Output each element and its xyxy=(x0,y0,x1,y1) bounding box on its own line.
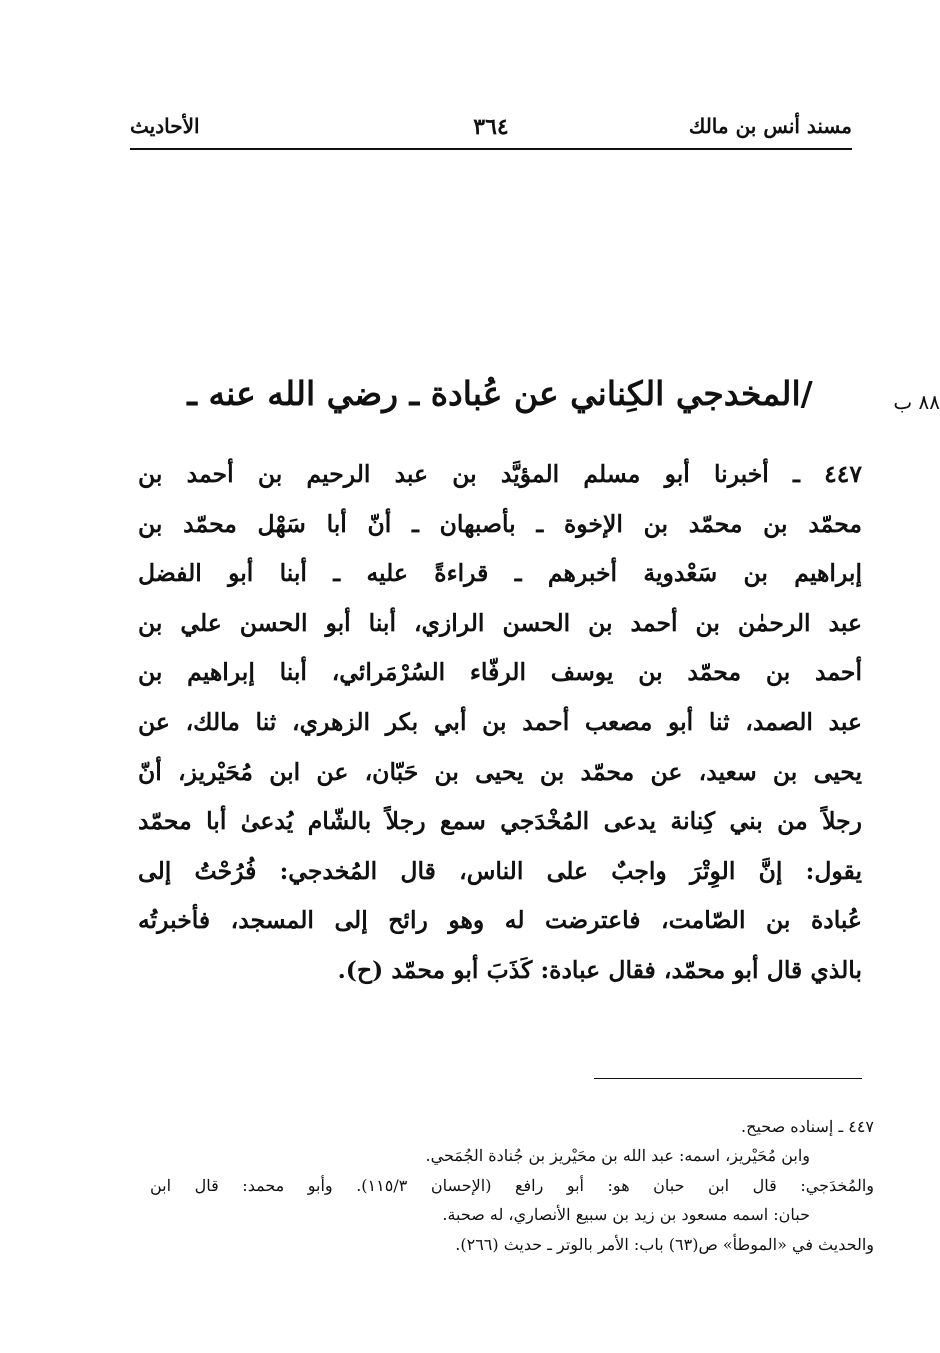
footnote-line: ٤٤٧ ـ إسناده صحيح. xyxy=(741,1117,874,1136)
text-line: أحمد بن محمّد بن يوسف الرفّاء السُرْمَرائي، أبنا إبراهيم بن xyxy=(138,658,862,687)
text-line: عبد الرحمٰن بن أحمد بن الحسن الرازي، أبنا أبو الحسن علي بن xyxy=(138,608,862,637)
footnotes xyxy=(150,1112,874,1259)
text-line: رجلاً من بني كِنانة يدعى المُخْدَجي سمع رجلاً بالشّام يُدعىٰ أبا محمّد xyxy=(138,807,862,836)
text-line: محمّد بن محمّد بن الإخوة ـ بأصبهان ـ أنّ أبا سَهْل محمّد بن xyxy=(138,509,862,538)
book-title: مسند أنس بن مالك xyxy=(688,114,852,138)
footnote-line: حبان: اسمه مسعود بن زيد بن سبيع الأنصاري، له صحبة. xyxy=(442,1205,810,1225)
footnote-line: وابن مُحَيْريز، اسمه: عبد الله بن محَيْريز بن جُنادة الجُمَحي. xyxy=(425,1146,810,1166)
text-line: عُبادة بن الصّامت، فاعترضت له وهو رائح إلى المسجد، فأخبرتُه xyxy=(138,906,862,935)
footnote-line: والمُخدَجي: قال ابن حبان هو: أبو رافع (الإحسان ١١٥/٣). وأبو محمد: قال ابن xyxy=(150,1175,874,1195)
manuscript-folio-note: ٨٨ ب xyxy=(893,390,940,414)
text-line: بالذي قال أبو محمّد، فقال عبادة: كَذَبَ أبو محمّد (ح). xyxy=(337,955,862,984)
text-line: إبراهيم بن سَعْدوية أخبرهم ـ قراءةً عليه ـ أبنا أبو الفضل xyxy=(138,559,862,588)
hadith-text xyxy=(138,450,862,996)
text-line: ٤٤٧ ـ أخبرنا أبو مسلم المؤيَّد بن عبد الرحيم بن أحمد بن xyxy=(138,460,862,488)
text-line: يحيى بن سعيد، عن محمّد بن يحيى بن حَبّان، عن ابن مُحَيْريز، أنّ xyxy=(138,757,862,786)
chapter-heading: /المخدجي الكِناني عن عُبادة ـ رضي الله عنه ـ xyxy=(187,374,813,413)
running-header xyxy=(130,112,852,150)
page-number: ٣٦٤ xyxy=(473,114,509,140)
footnote-line: والحديث في «الموطأ» ص(٦٣) باب: الأمر بالوتر ـ حديث (٢٦٦). xyxy=(455,1234,874,1254)
text-line: يقول: إنَّ الوِتْرَ واجبٌ على الناس، قال المُخدجي: فُرُحْتُ إلى xyxy=(138,856,862,885)
footnote-separator xyxy=(594,1078,862,1079)
text-line: عبد الصمد، ثنا أبو مصعب أحمد بن أبي بكر الزهري، ثنا مالك، عن xyxy=(138,707,862,736)
section-name: الأحاديث xyxy=(130,114,200,138)
